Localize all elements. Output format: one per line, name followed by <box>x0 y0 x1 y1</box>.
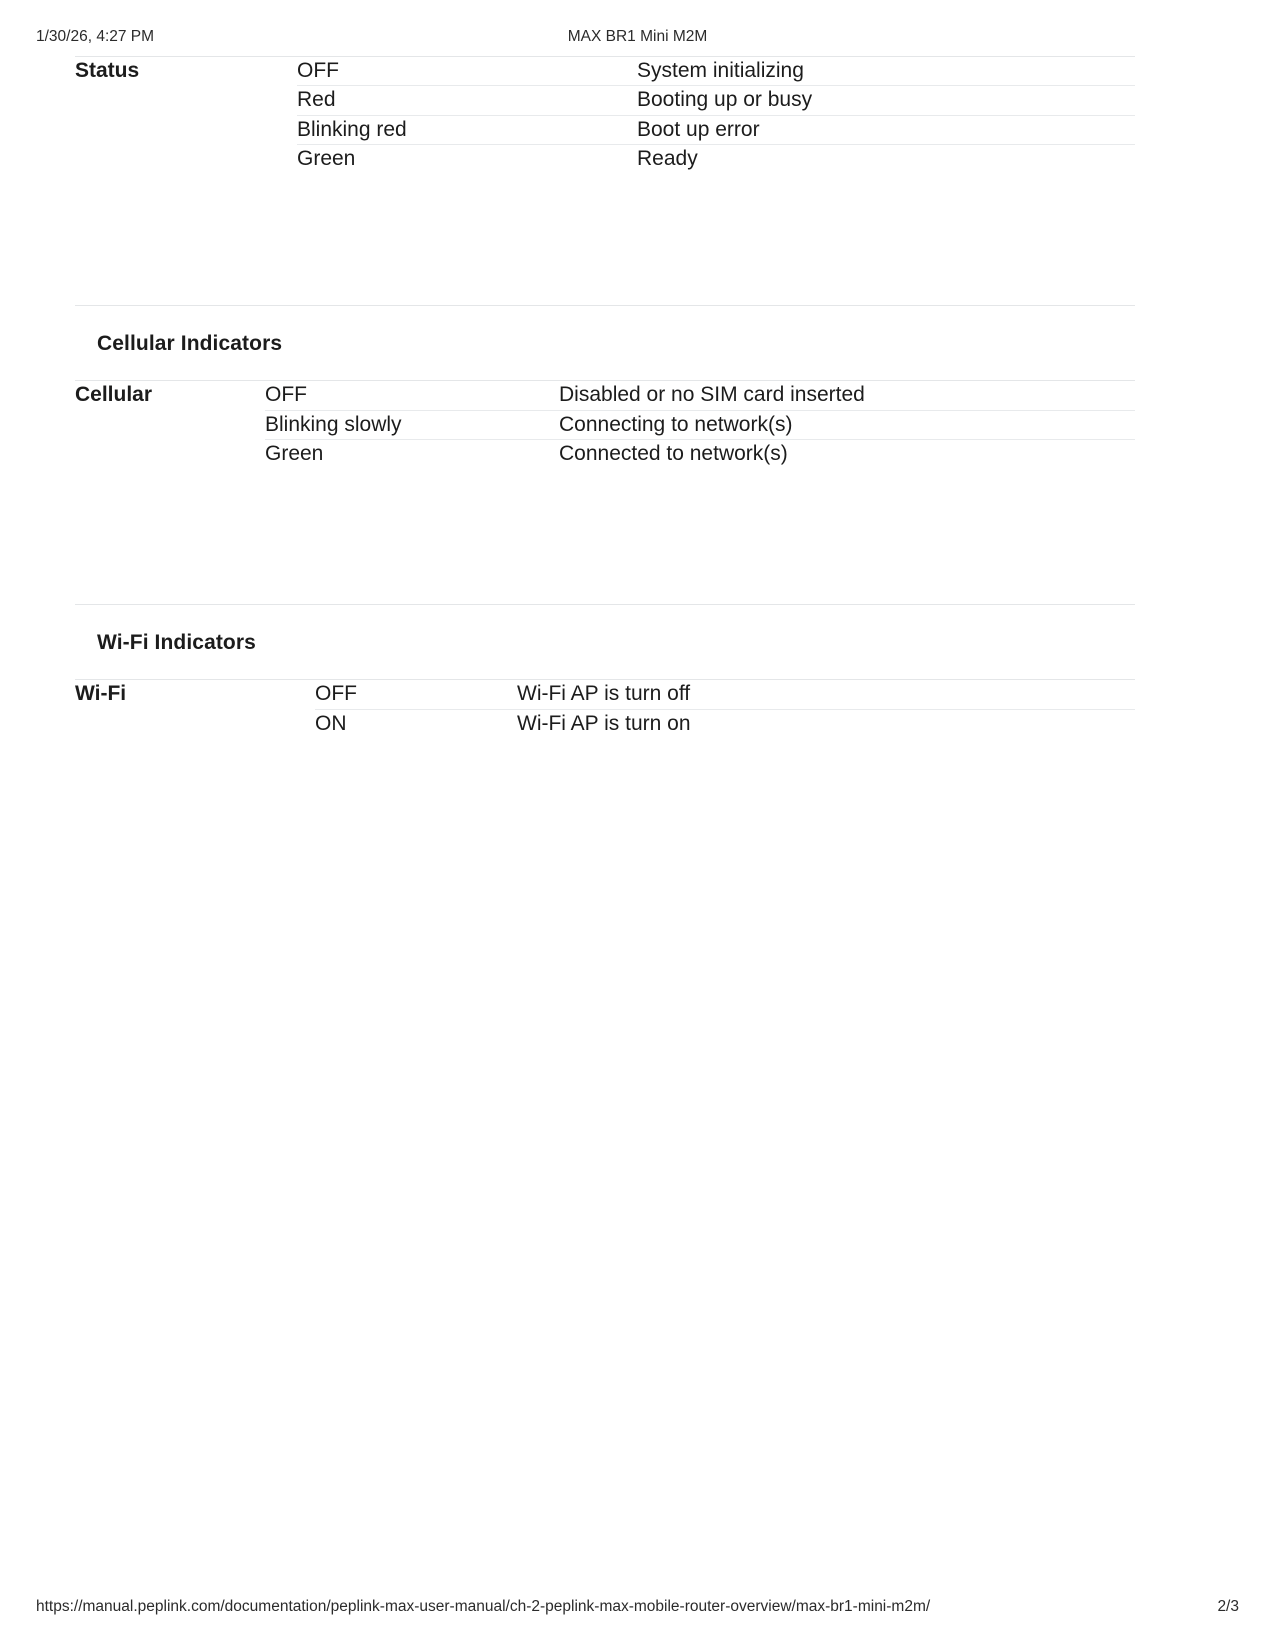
description-cell: System initializing <box>637 59 804 82</box>
state-cell: OFF <box>265 383 307 407</box>
description-cell: Wi-Fi AP is turn off <box>517 682 691 706</box>
description-cell: Connected to network(s) <box>559 440 1135 469</box>
state-cell: Green <box>265 440 559 469</box>
print-header-title: MAX BR1 Mini M2M <box>567 28 708 45</box>
print-footer-url: https://manual.peplink.com/documentation/peplink-max-user-manual/ch-2-peplink-max-mobile-router-overview/max-br1-mini-m2m/ <box>36 1598 931 1615</box>
section-spacer <box>75 173 1135 305</box>
print-header <box>0 28 1275 50</box>
state-cell: Blinking red <box>297 115 637 144</box>
section-heading-wifi: Wi-Fi Indicators <box>97 631 256 655</box>
description-cell: Booting up or busy <box>637 86 1135 115</box>
state-cell: OFF <box>315 682 357 706</box>
table-row <box>75 680 1135 709</box>
state-cell: OFF <box>297 59 339 82</box>
row-header-wifi: Wi-Fi <box>75 682 127 706</box>
state-cell: Blinking slowly <box>265 410 559 439</box>
row-header-status: Status <box>75 59 140 82</box>
table-row <box>75 57 1135 86</box>
wifi-indicator-table <box>75 680 1135 738</box>
table-row <box>75 381 1135 410</box>
description-cell: Wi-Fi AP is turn on <box>517 709 1135 738</box>
state-cell: Green <box>297 145 637 174</box>
print-footer <box>0 1598 1275 1620</box>
section-heading-cellular: Cellular Indicators <box>97 332 283 356</box>
description-cell: Connecting to network(s) <box>559 410 1135 439</box>
section-wifi-indicators <box>75 604 1135 738</box>
cellular-indicator-table <box>75 381 1135 468</box>
row-header-cellular: Cellular <box>75 383 153 407</box>
print-footer-page-number: 2/3 <box>1217 1598 1239 1615</box>
section-spacer <box>75 468 1135 604</box>
description-cell: Ready <box>637 145 1135 174</box>
section-status <box>75 56 1135 173</box>
status-indicator-table <box>75 57 1135 173</box>
state-cell: ON <box>315 709 517 738</box>
description-cell: Disabled or no SIM card inserted <box>559 383 865 407</box>
description-cell: Boot up error <box>637 115 1135 144</box>
print-header-timestamp: 1/30/26, 4:27 PM <box>36 28 155 45</box>
document-content <box>75 56 1135 738</box>
section-cellular-indicators <box>75 305 1135 468</box>
state-cell: Red <box>297 86 637 115</box>
